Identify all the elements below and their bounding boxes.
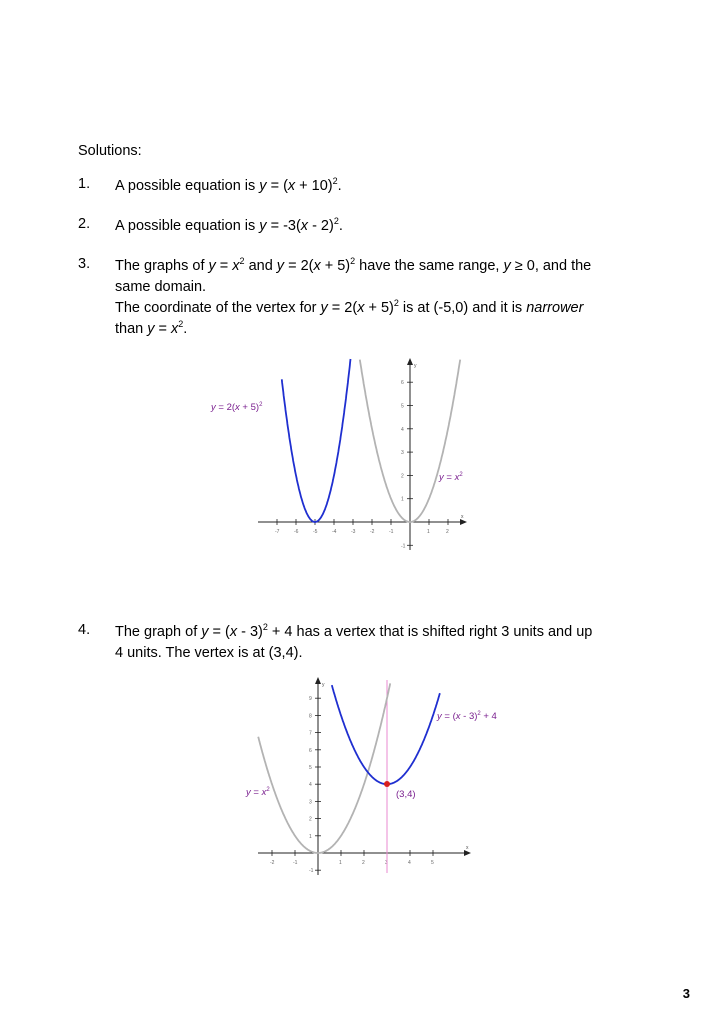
text-line: A possible equation is $y = (x + 10)^2$. [115,176,342,194]
text-line: than $y = x^2$. [115,319,188,337]
page-number: 3 [682,986,690,1001]
vertex-point [384,781,390,787]
y-tick-label: 4 [401,426,404,433]
item-number: 4. [78,622,91,638]
y-tick-label: 3 [309,799,312,806]
y-tick-label: 9 [309,696,312,703]
text-line: The graphs of $y = x^2$ and $y = 2(x + 5)^2$ have the same range, y ≥ 0, and the [115,256,592,274]
text-line: The graph of y = (x - 3)$^2$ + 4 has a vertex that is shifted right 3 units and up [115,622,593,640]
axes [258,677,471,875]
parabola-y-equals-x-squared [258,683,390,853]
y-tick-label: 3 [401,450,404,457]
y-tick-label: 2 [309,816,312,823]
y-tick-label: 1 [309,833,312,840]
y-axis-arrow [315,677,321,684]
x-tick-label: 1 [339,860,342,866]
y-tick-label: -1 [309,868,314,875]
item-number: 2. [78,216,91,232]
label-vertex: (3,4) [396,789,416,800]
y-ticks [309,696,321,874]
x-ticks [270,850,434,866]
label-gray-equation: $y = x^2$ [439,472,463,483]
x-tick-label: 4 [408,860,411,866]
y-tick-label: 6 [401,380,404,387]
x-tick-label: 2 [446,529,449,535]
x-tick-label: -2 [370,529,375,535]
x-tick-label: -7 [275,529,280,535]
y-tick-label: 1 [401,496,404,503]
x-tick-label: 2 [362,860,365,866]
x-tick-label: -5 [313,529,318,535]
text-line: A possible equation is y = -3(x - 2)$^2$. [115,216,343,234]
solutions-heading: Solutions: [78,143,142,159]
text-line: same domain. [115,279,207,295]
y-tick-label: 8 [309,713,312,720]
y-tick-label: 7 [309,730,312,737]
item-number: 3. [78,256,91,272]
x-tick-label: -6 [294,529,299,535]
y-axis-letter: y [414,363,417,369]
x-tick-label: -2 [270,860,275,866]
y-tick-label: 5 [401,403,404,410]
label-gray-equation: $y = x^2$ [246,787,270,798]
y-tick-label: 5 [309,765,312,771]
x-axis-letter: x [466,845,469,851]
y-axis-letter: y [322,682,325,688]
x-tick-label: 1 [427,529,430,535]
y-tick-label: 2 [401,473,404,480]
x-tick-label: -1 [293,860,298,866]
label-blue-equation: $y = 2(x + 5)^2$ [211,402,263,413]
x-tick-label: 5 [431,860,434,866]
y-tick-label: 6 [309,747,312,754]
item-number: 1. [78,176,91,192]
x-axis-letter: x [461,514,464,520]
x-tick-label: -1 [389,529,394,535]
y-tick-label: 4 [309,782,312,789]
x-tick-label: -3 [351,529,356,535]
y-tick-label: -1 [401,543,406,550]
text-line: 4 units. The vertex is at (3,4). [115,645,303,661]
x-tick-label: -4 [332,529,337,535]
text-line: The coordinate of the vertex for $y = 2(x + 5)^2$ is at (-5,0) and it is narrower [115,298,584,316]
label-blue-equation: y = (x - 3)$^2$ + 4 [437,711,497,722]
x-tick-label: 3 [385,860,388,866]
